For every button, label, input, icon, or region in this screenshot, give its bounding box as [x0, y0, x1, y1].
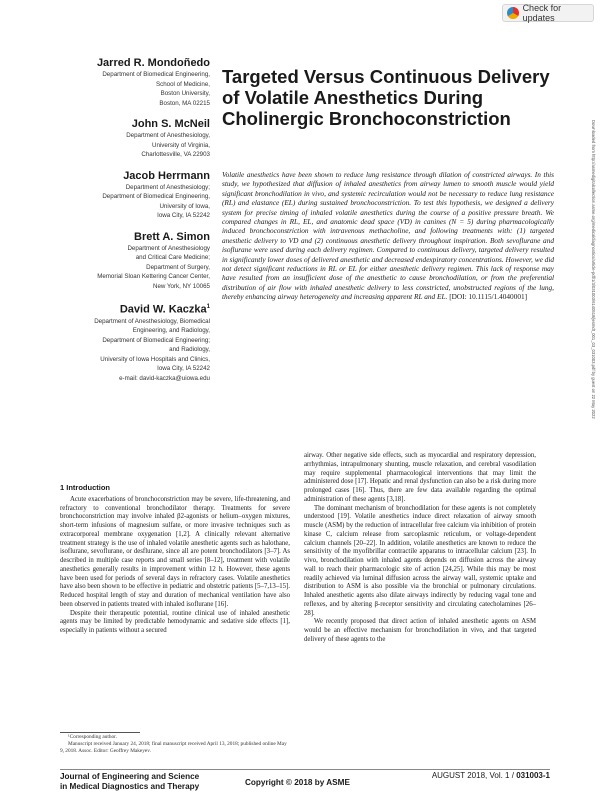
- author-affiliation-line: School of Medicine,: [156, 80, 210, 88]
- check-for-updates-label: Check for updates: [522, 3, 562, 23]
- corresponding-author-note: ¹Corresponding author.: [68, 734, 117, 740]
- page-info: [400, 771, 550, 780]
- author-affiliation-line: Department of Biomedical Engineering,: [102, 193, 210, 200]
- manuscript-dates: Manuscript received January 24, 2018; final manuscript received April 13, 2018; published online May 9, 2018. Assoc. Editor: Geoffrey Makeyev.: [60, 740, 287, 754]
- author-affiliation-line: University of Virginia,: [151, 141, 210, 149]
- author-block: [60, 169, 210, 221]
- author-affiliation-line: Department of Anesthesiology: [127, 244, 210, 252]
- footer-rule: [60, 769, 550, 770]
- author-affiliation-line: and Radiology,: [169, 346, 210, 354]
- journal-name-line2: in Medical Diagnostics and Therapy: [60, 781, 200, 791]
- paragraph: The dominant mechanism of bronchodilation for these agents is not completely understood [19]. Volatile anesthetics induce direct relaxation of airway smooth muscle (ASM) by the reduction of intracellular free calcium via inhibition of protein kinase C, calcium release from sarcoplasmic reticulum, or voltage-dependent calcium channels [20–22]. In addition, volatile anesthetics are known to reduce the sensitivity of the myofibrillar contractile apparatus to intracellular calcium [23]. In vivo, bronchodilation with inhaled agents depends on diffusion across the airway wall to reach their pharmacologic site of action [24,25]. While this may be most readily achieved via luminal diffusion across the airway wall, systemic uptake and distribution to ASM is also possible via the bronchial or pulmonary circulations. Inhaled anesthetic agents also dilate airways indirectly by reducing vagal tone and reflexes, and by altering β-receptor sensitivity and circulating catecholamines [26–28].: [304, 504, 536, 617]
- doi[interactable]: [DOI: 10.1115/1.4040001]: [449, 292, 528, 302]
- author-affiliation-line: Department of Anesthesiology, Biomedical: [94, 317, 210, 325]
- paragraph: Acute exacerbations of bronchoconstriction may be severe, life-threatening, and refractory to conventional bronchodilator therapy. Treatments for severe bronchoconstriction may involve inhaled β2-agonists or helium–oxygen mixtures, short-term infusions of magnesium sulfate, or more invasive techniques such as extracorporeal membrane oxygenation [1,2]. A clinically relevant alternative treatment strategy is the use of inhaled volatile anesthetic agents such as halothane, isoflurane, sevoflurane, or desflurane, since all are potent bronchodilators [3–7]. As described in multiple case reports and small series [8–12], treatment with volatile anesthetics generally results in improvement within 12 h. However, these agents have been used for periods of several days in refractory cases. Volatile anesthetics have also been shown to be effective in pediatric and obstetric patients [5–7,13–15]. Reduced hospital length of stay and duration of mechanical ventilation have also been observed in patients treated with inhaled isoflurane [16].: [60, 495, 290, 608]
- footnote: [60, 734, 290, 754]
- abstract-text: Volatile anesthetics have been shown to reduce lung resistance through dilation of constricted airways. In this study, we hypothesized that diffusion of inhaled anesthetics from airway lumen to smooth muscle would yield significant bronchodilation in vivo, and systemic recirculation would not be necessary to reduce lung resistance (RL) and elastance (EL) during sustained bronchoconstriction. To test this hypothesis, we designed a delivery system for precise timing of inhaled volatile anesthetics during the course of a positive pressure breath. We compared changes in RL, EL, and anatomic dead space (VD) in canines (N = 5) during pharmacologically induced bronchoconstriction with intravenous methacholine, and following treatments with: (1) targeted anesthetic delivery to VD and (2) continuous anesthetic delivery throughout inspiration. Both sevoflurane and isoflurane were used during each delivery regimen. Compared to continuous delivery, targeted delivery resulted in significantly lower doses of delivered anesthetic and decreased endexpiratory concentrations. However, we did not detect significant reductions in RL or EL for either anesthetic delivery regimen. This lack of response may have resulted from an insufficient dose of the anesthetic to cause bronchodilation, or from the preferential distribution of air flow with inhaled anesthetic delivery to less constricted, unobstructed regions of the lung, thereby enhancing airway heterogeneity and increasing apparent RL and EL.: [222, 170, 554, 302]
- author-affiliation-line: New York, NY 10065: [153, 282, 210, 290]
- article-title: Targeted Versus Continuous Delivery of Volatile Anesthetics During Cholinergic Bronchoconstriction: [222, 66, 550, 129]
- paragraph: Despite their therapeutic potential, routine clinical use of inhaled anesthetic agents may be limited by predictable hemodynamic and sedative side effects [1], especially in patients without a secured: [60, 609, 290, 634]
- body-column-right: [304, 452, 536, 645]
- author-affiliation-line: Iowa City, IA 52242: [157, 365, 210, 373]
- author-block: [60, 300, 210, 383]
- separator: /: [511, 771, 514, 780]
- paragraph: airway. Other negative side effects, such as myocardial and respiratory depression, arrhythmias, intrapulmonary shunting, muscle relaxation, and cerebral vasodilation may require supplemental pharmacological interventions that may limit the administered dose [17]. Hepatic and renal dysfunction can also be a risk during more prolonged cases [16]. Thus, there are few data available regarding the optimal administration of these agents [3,18].: [304, 452, 536, 503]
- author-affiliation-line: Iowa City, IA 52242: [157, 212, 210, 219]
- crossmark-icon: [507, 7, 519, 19]
- author-affiliation-line: Department of Anesthesiology,: [126, 132, 210, 139]
- author-name: Jarred R. Mondoñedo: [96, 57, 210, 69]
- body-column-left: [60, 484, 290, 636]
- author-affiliation-line: and Critical Care Medicine;: [135, 254, 210, 261]
- author-affiliation-line: University of Iowa,: [159, 202, 210, 210]
- author-name-line: [60, 300, 210, 317]
- issue-info: AUGUST 2018, Vol. 1: [431, 771, 510, 780]
- author-affiliation-line: Department of Biomedical Engineering,: [102, 71, 210, 78]
- author-list: [60, 56, 210, 392]
- author-affiliation-line: Memorial Sloan Kettering Cancer Center,: [97, 273, 210, 280]
- copyright: Copyright © 2018 by ASME: [245, 778, 350, 787]
- author-name: Jacob Herrmann: [123, 169, 210, 182]
- author-footnote-mark: 1: [206, 304, 210, 310]
- author-name: John S. McNeil: [131, 118, 210, 130]
- author-affiliation-line: University of Iowa Hospitals and Clinics,: [100, 355, 210, 363]
- author-affiliation-line: Boston, MA 02215: [159, 99, 210, 107]
- author-affiliation-line: Department of Surgery,: [146, 263, 210, 271]
- author-affiliation-line: Department of Biomedical Engineering;: [102, 336, 210, 344]
- footnote-rule: [60, 732, 140, 733]
- author-affiliation-line: Department of Anesthesiology;: [125, 183, 210, 191]
- section-heading: 1 Introduction: [60, 483, 110, 492]
- check-for-updates-badge[interactable]: [502, 4, 594, 22]
- author-name: Brett A. Simon: [134, 230, 210, 243]
- abstract: [222, 170, 554, 302]
- author-block: [60, 56, 210, 108]
- author-affiliation-line: Engineering, and Radiology,: [132, 327, 210, 335]
- download-note-text: Downloaded from http://asmedigitalcollection.asme.org/medicaldiagnostics/article-pdf/1/3/031003/6140518/jesmdt_001_03_031003.pdf by guest on 22 May 2022: [591, 120, 596, 419]
- author-affiliation-line[interactable]: e-mail: david-kaczka@uiowa.edu: [119, 374, 210, 382]
- author-name: David W. Kaczka: [119, 303, 207, 316]
- download-note: [586, 120, 598, 680]
- author-affiliation-line: Boston University,: [160, 90, 210, 97]
- author-block: [60, 117, 210, 160]
- journal-name-line1: Journal of Engineering and Science: [60, 772, 200, 781]
- journal-name: [60, 772, 199, 791]
- paragraph: We recently proposed that direct action of inhaled anesthetic agents on ASM would be an effective mechanism for bronchodilation in vivo, and that targeted delivery of these agents to the: [304, 618, 536, 643]
- author-affiliation-line: Charlottesville, VA 22903: [141, 151, 210, 158]
- page-number: 031003-1: [516, 771, 550, 780]
- author-block: [60, 230, 210, 292]
